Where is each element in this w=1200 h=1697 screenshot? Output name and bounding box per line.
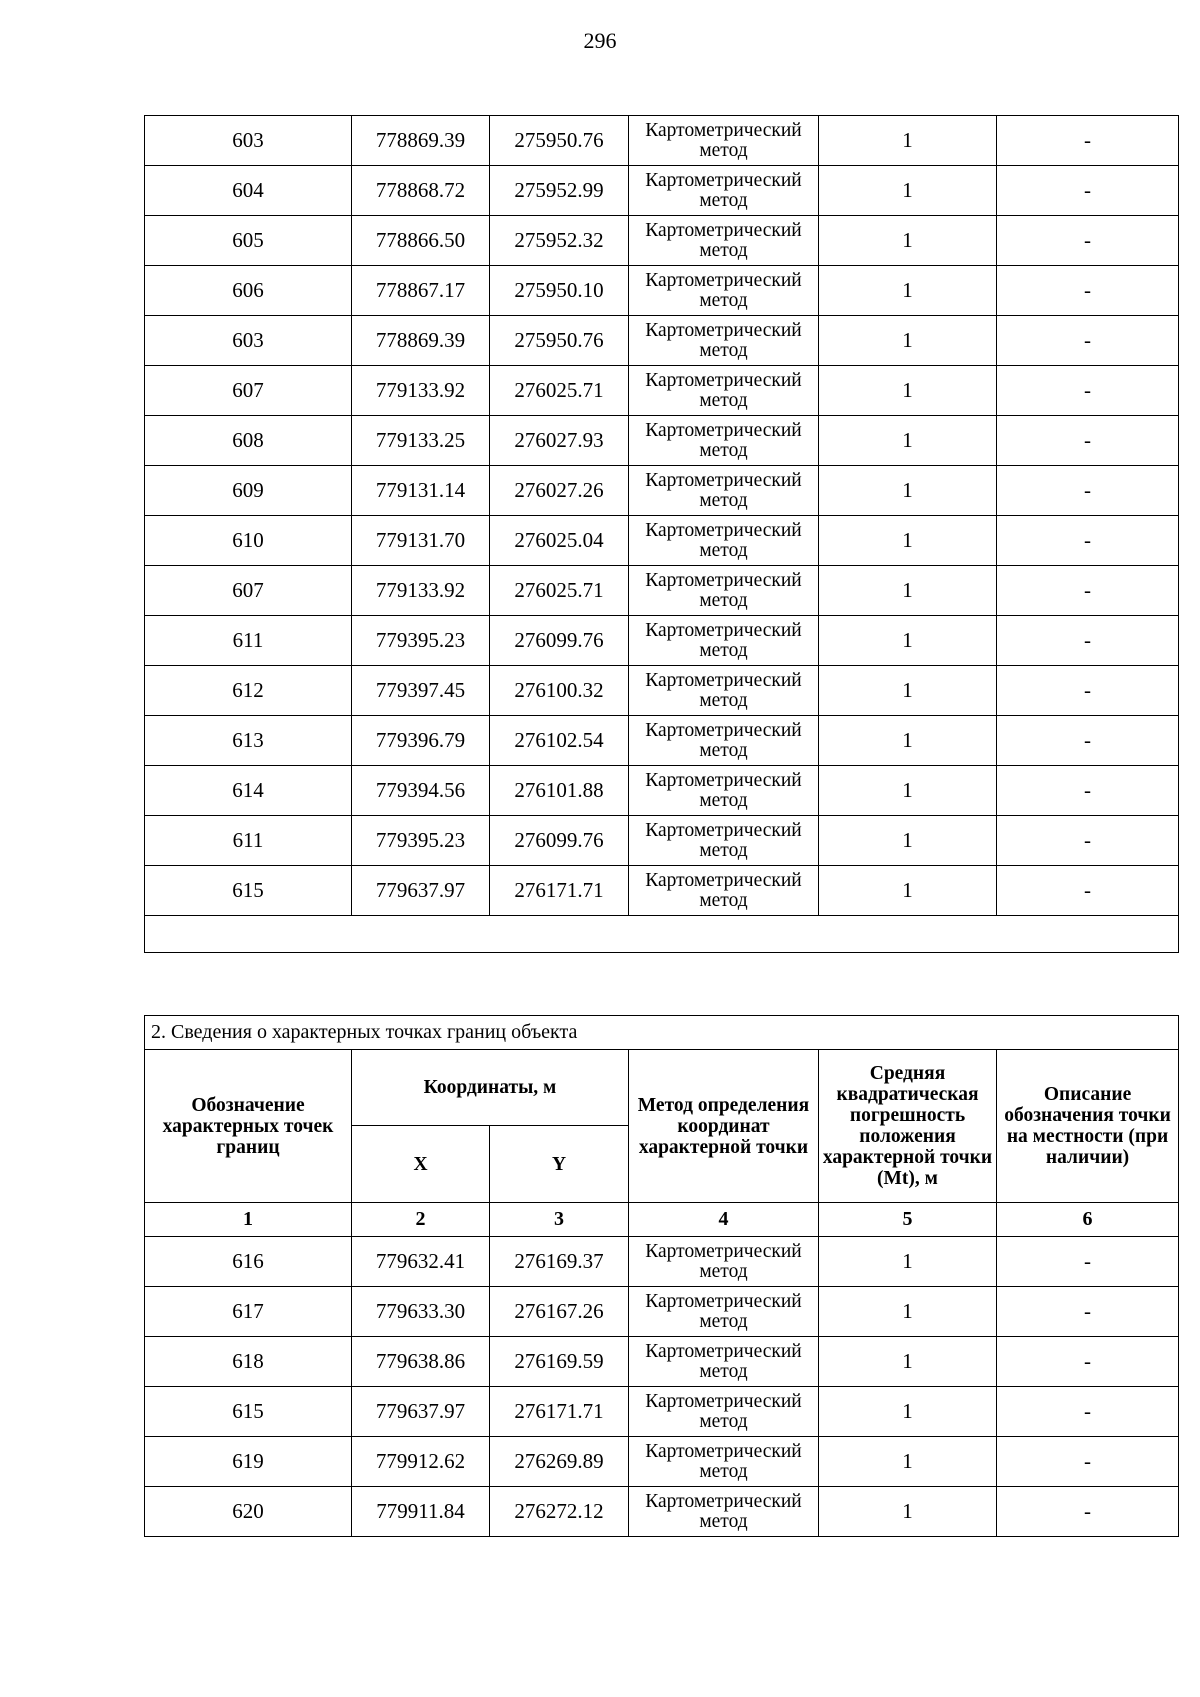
cell-method: Картометрический метод [629, 216, 819, 266]
table-row [145, 316, 1179, 366]
cell-mt: 1 [819, 166, 997, 216]
cell-method: Картометрический метод [629, 716, 819, 766]
cell-mt: 1 [819, 216, 997, 266]
cell-method: Картометрический метод [629, 166, 819, 216]
cell-x: 779911.84 [352, 1487, 490, 1537]
cell-y: 276100.32 [490, 666, 629, 716]
cell-mt: 1 [819, 516, 997, 566]
cell-point: 609 [145, 466, 352, 516]
cell-mt: 1 [819, 466, 997, 516]
cell-method: Картометрический метод [629, 1437, 819, 1487]
cell-description: - [997, 816, 1179, 866]
header-y: Y [490, 1126, 629, 1203]
cell-y: 275952.32 [490, 216, 629, 266]
cell-description: - [997, 866, 1179, 916]
cell-point: 610 [145, 516, 352, 566]
table-row [145, 616, 1179, 666]
cell-point: 603 [145, 316, 352, 366]
cell-method: Картометрический метод [629, 616, 819, 666]
cell-description: - [997, 766, 1179, 816]
cell-description: - [997, 316, 1179, 366]
column-number: 3 [490, 1203, 629, 1237]
header-point: Обозначение характерных точек границ [145, 1050, 352, 1203]
cell-mt: 1 [819, 866, 997, 916]
cell-point: 613 [145, 716, 352, 766]
cell-y: 276027.26 [490, 466, 629, 516]
cell-point: 618 [145, 1337, 352, 1387]
cell-point: 605 [145, 216, 352, 266]
cell-point: 611 [145, 816, 352, 866]
column-number: 4 [629, 1203, 819, 1237]
cell-y: 275950.76 [490, 116, 629, 166]
cell-x: 779133.92 [352, 366, 490, 416]
cell-mt: 1 [819, 816, 997, 866]
table-row [145, 1437, 1179, 1487]
cell-y: 276025.71 [490, 566, 629, 616]
cell-point: 606 [145, 266, 352, 316]
cell-y: 276169.37 [490, 1237, 629, 1287]
cell-method: Картометрический метод [629, 1237, 819, 1287]
cell-x: 779131.14 [352, 466, 490, 516]
header-coordinates: Координаты, м [352, 1050, 629, 1126]
cell-point: 620 [145, 1487, 352, 1537]
column-number: 6 [997, 1203, 1179, 1237]
cell-point: 615 [145, 866, 352, 916]
cell-x: 778868.72 [352, 166, 490, 216]
empty-row [145, 916, 1179, 953]
cell-mt: 1 [819, 766, 997, 816]
cell-point: 612 [145, 666, 352, 716]
cell-method: Картометрический метод [629, 1487, 819, 1537]
column-numbers-row [145, 1203, 1179, 1237]
column-number: 5 [819, 1203, 997, 1237]
cell-description: - [997, 716, 1179, 766]
column-number: 1 [145, 1203, 352, 1237]
cell-point: 603 [145, 116, 352, 166]
cell-point: 615 [145, 1387, 352, 1437]
cell-description: - [997, 1487, 1179, 1537]
cell-description: - [997, 266, 1179, 316]
table-row [145, 716, 1179, 766]
cell-mt: 1 [819, 1237, 997, 1287]
table-row [145, 1237, 1179, 1287]
table-row [145, 216, 1179, 266]
cell-description: - [997, 1237, 1179, 1287]
cell-point: 617 [145, 1287, 352, 1337]
cell-y: 276027.93 [490, 416, 629, 466]
cell-x: 779397.45 [352, 666, 490, 716]
cell-method: Картометрический метод [629, 666, 819, 716]
cell-point: 607 [145, 566, 352, 616]
cell-mt: 1 [819, 1337, 997, 1387]
cell-x: 779633.30 [352, 1287, 490, 1337]
cell-y: 275952.99 [490, 166, 629, 216]
cell-x: 779131.70 [352, 516, 490, 566]
cell-x: 779912.62 [352, 1437, 490, 1487]
cell-method: Картометрический метод [629, 866, 819, 916]
coordinates-table-continued [144, 115, 1179, 953]
table-row [145, 1387, 1179, 1437]
cell-x: 779396.79 [352, 716, 490, 766]
cell-point: 614 [145, 766, 352, 816]
table-row [145, 1487, 1179, 1537]
cell-mt: 1 [819, 1387, 997, 1437]
cell-x: 779394.56 [352, 766, 490, 816]
cell-method: Картометрический метод [629, 766, 819, 816]
cell-x: 779133.92 [352, 566, 490, 616]
cell-y: 276102.54 [490, 716, 629, 766]
cell-description: - [997, 566, 1179, 616]
table-row [145, 116, 1179, 166]
cell-description: - [997, 366, 1179, 416]
cell-x: 779637.97 [352, 866, 490, 916]
cell-y: 276167.26 [490, 1287, 629, 1337]
cell-method: Картометрический метод [629, 366, 819, 416]
cell-description: - [997, 116, 1179, 166]
cell-mt: 1 [819, 616, 997, 666]
cell-mt: 1 [819, 366, 997, 416]
cell-y: 275950.10 [490, 266, 629, 316]
cell-description: - [997, 166, 1179, 216]
table-row [145, 866, 1179, 916]
table-row [145, 416, 1179, 466]
header-mt: Средняя квадратическая погрешность положения характерной точки (Mt), м [819, 1050, 997, 1203]
cell-mt: 1 [819, 1287, 997, 1337]
cell-description: - [997, 516, 1179, 566]
cell-mt: 1 [819, 116, 997, 166]
cell-mt: 1 [819, 666, 997, 716]
cell-point: 608 [145, 416, 352, 466]
characteristic-points-table [144, 1015, 1179, 1537]
table-row [145, 466, 1179, 516]
cell-x: 779133.25 [352, 416, 490, 466]
header-description: Описание обозначения точки на местности (при наличии) [997, 1050, 1179, 1203]
table-row [145, 266, 1179, 316]
cell-x: 779632.41 [352, 1237, 490, 1287]
cell-method: Картометрический метод [629, 816, 819, 866]
table-row [145, 366, 1179, 416]
cell-method: Картометрический метод [629, 1337, 819, 1387]
cell-mt: 1 [819, 1437, 997, 1487]
cell-mt: 1 [819, 316, 997, 366]
cell-description: - [997, 1337, 1179, 1387]
cell-y: 276099.76 [490, 616, 629, 666]
cell-method: Картометрический метод [629, 566, 819, 616]
cell-y: 276169.59 [490, 1337, 629, 1387]
cell-point: 607 [145, 366, 352, 416]
cell-point: 616 [145, 1237, 352, 1287]
cell-description: - [997, 666, 1179, 716]
cell-x: 779637.97 [352, 1387, 490, 1437]
cell-y: 276025.71 [490, 366, 629, 416]
cell-mt: 1 [819, 266, 997, 316]
column-number: 2 [352, 1203, 490, 1237]
table-row [145, 666, 1179, 716]
cell-x: 778866.50 [352, 216, 490, 266]
cell-method: Картометрический метод [629, 466, 819, 516]
cell-description: - [997, 466, 1179, 516]
cell-point: 619 [145, 1437, 352, 1487]
cell-x: 778867.17 [352, 266, 490, 316]
cell-description: - [997, 216, 1179, 266]
cell-point: 611 [145, 616, 352, 666]
cell-point: 604 [145, 166, 352, 216]
header-method: Метод определения координат характерной точки [629, 1050, 819, 1203]
table-row [145, 766, 1179, 816]
cell-description: - [997, 1287, 1179, 1337]
cell-description: - [997, 1437, 1179, 1487]
cell-y: 275950.76 [490, 316, 629, 366]
cell-method: Картометрический метод [629, 516, 819, 566]
table-row [145, 816, 1179, 866]
cell-x: 779395.23 [352, 816, 490, 866]
cell-method: Картометрический метод [629, 1387, 819, 1437]
cell-method: Картометрический метод [629, 266, 819, 316]
cell-method: Картометрический метод [629, 416, 819, 466]
table-row [145, 516, 1179, 566]
cell-mt: 1 [819, 416, 997, 466]
cell-y: 276272.12 [490, 1487, 629, 1537]
cell-method: Картометрический метод [629, 316, 819, 366]
cell-description: - [997, 616, 1179, 666]
cell-y: 276171.71 [490, 1387, 629, 1437]
cell-method: Картометрический метод [629, 1287, 819, 1337]
cell-mt: 1 [819, 1487, 997, 1537]
page-number: 296 [583, 28, 617, 53]
table-row [145, 166, 1179, 216]
cell-y: 276101.88 [490, 766, 629, 816]
cell-y: 276269.89 [490, 1437, 629, 1487]
cell-x: 779638.86 [352, 1337, 490, 1387]
cell-description: - [997, 1387, 1179, 1437]
header-x: X [352, 1126, 490, 1203]
table-row [145, 1287, 1179, 1337]
table-row [145, 566, 1179, 616]
cell-mt: 1 [819, 566, 997, 616]
cell-y: 276099.76 [490, 816, 629, 866]
cell-x: 778869.39 [352, 316, 490, 366]
cell-y: 276171.71 [490, 866, 629, 916]
cell-mt: 1 [819, 716, 997, 766]
cell-y: 276025.04 [490, 516, 629, 566]
cell-x: 779395.23 [352, 616, 490, 666]
cell-description: - [997, 416, 1179, 466]
table-row [145, 1337, 1179, 1387]
cell-x: 778869.39 [352, 116, 490, 166]
cell-method: Картометрический метод [629, 116, 819, 166]
table-caption: 2. Сведения о характерных точках границ объекта [145, 1016, 1179, 1050]
